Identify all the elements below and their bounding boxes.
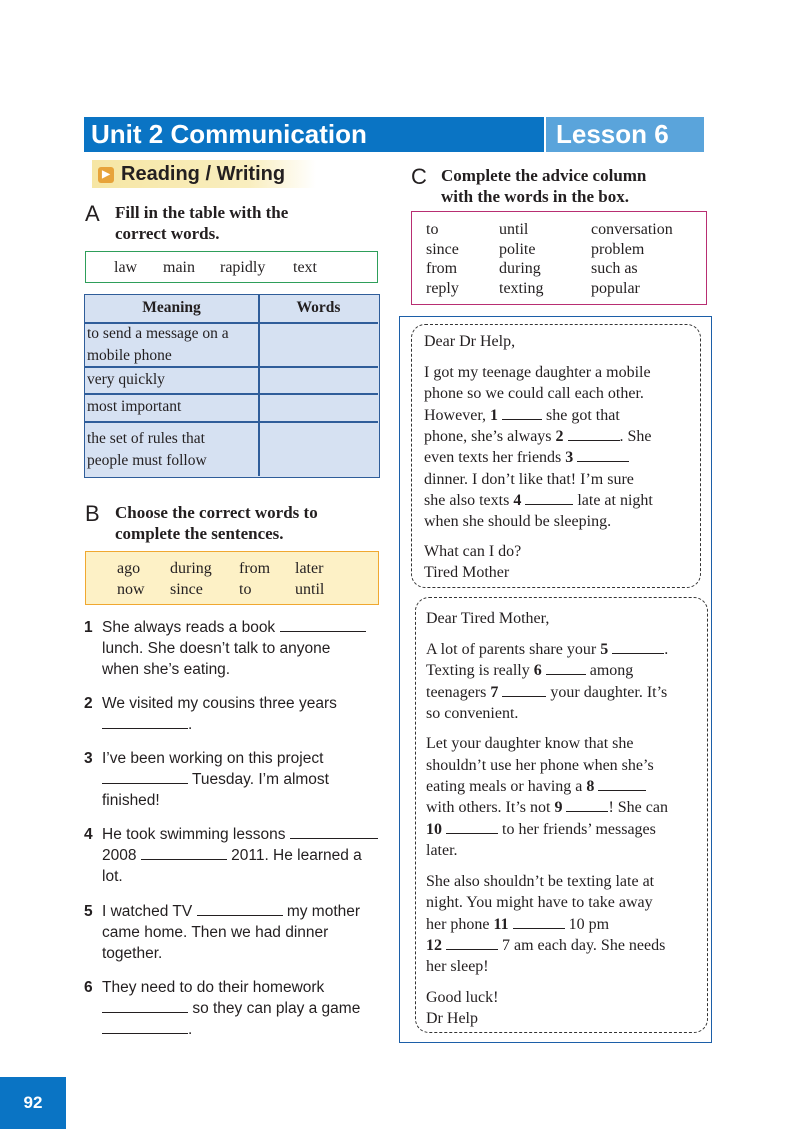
letter-line: I got my teenage daughter a mobile <box>424 364 651 381</box>
question-text: came home. Then we had dinner <box>102 924 329 941</box>
answer-blank[interactable] <box>280 617 366 632</box>
question-text: . <box>188 716 193 733</box>
answer-blank[interactable] <box>513 914 565 929</box>
table-divider <box>85 393 378 395</box>
word-box-item: later <box>295 560 324 577</box>
question-text: I’ve been working on this project <box>102 750 324 767</box>
section-tag-label: Reading / Writing <box>121 163 286 185</box>
play-icon: ▶ <box>98 167 114 183</box>
exercise-b-instruction-2: complete the sentences. <box>115 524 284 543</box>
blank-number: 4 <box>513 492 522 509</box>
question-6 <box>84 977 384 1043</box>
blank-number: 11 <box>493 916 509 933</box>
word-box-item: rapidly <box>220 259 266 276</box>
word-box-item: during <box>499 260 541 277</box>
word-box-item: now <box>117 581 145 598</box>
table-divider <box>85 421 378 423</box>
exercise-b-instruction-1: Choose the correct words to <box>115 503 318 522</box>
word-box-item: polite <box>499 241 536 258</box>
unit-title-bar <box>84 117 544 152</box>
word-box-item: from <box>239 560 271 577</box>
answer-blank[interactable] <box>141 845 227 860</box>
table-cell-meaning: people must follow <box>87 452 207 469</box>
letter-line: teenagers <box>426 684 487 701</box>
word-box-item: until <box>295 581 325 598</box>
exercise-a-instruction-1: Fill in the table with the <box>115 203 289 222</box>
table-cell-meaning: most important <box>87 398 182 415</box>
question-2 <box>84 693 384 737</box>
letter-signature: Tired Mother <box>424 564 510 581</box>
question-text: He took swimming lessons <box>102 826 286 843</box>
letter-line: . She <box>619 428 652 445</box>
question-text: lunch. She doesn’t talk to anyone <box>102 640 331 657</box>
letter-line: Let your daughter know that she <box>426 735 634 752</box>
letter-signature: Dr Help <box>426 1010 478 1027</box>
word-box-item: law <box>114 259 138 276</box>
letter-line: even texts her friends <box>424 449 562 466</box>
letter-closing: Good luck! <box>426 989 499 1006</box>
table-header-words: Words <box>296 299 341 316</box>
answer-blank[interactable] <box>568 426 620 441</box>
exercise-c-instruction-1: Complete the advice column <box>441 166 647 185</box>
word-box-item: to <box>239 581 252 598</box>
answer-blank[interactable] <box>446 819 498 834</box>
question-number: 5 <box>84 903 93 920</box>
question-text: 2008 <box>102 847 137 864</box>
letter-line: A lot of parents share your <box>426 641 597 658</box>
question-text: when she’s eating. <box>102 661 231 678</box>
question-number: 3 <box>84 750 93 767</box>
letter-line: 10 pm <box>568 916 610 933</box>
answer-blank[interactable] <box>102 769 188 784</box>
question-number: 6 <box>84 979 93 996</box>
question-text: They need to do their homework <box>102 979 325 996</box>
lesson-title: Lesson 6 <box>556 119 669 149</box>
letter-line: 7 am each day. She needs <box>502 937 666 954</box>
letter-line: with others. It’s not <box>426 799 551 816</box>
answer-blank[interactable] <box>612 639 664 654</box>
blank-number: 9 <box>554 799 563 816</box>
word-box-item: problem <box>591 241 645 258</box>
answer-blank[interactable] <box>502 682 546 697</box>
word-box-item: from <box>426 260 458 277</box>
word-box-item: popular <box>591 280 640 297</box>
letter-line: your daughter. It’s <box>550 684 668 701</box>
answer-blank[interactable] <box>566 797 608 812</box>
letter-line: She also shouldn’t be texting late at <box>426 873 655 890</box>
letter-from-dr-help <box>415 597 708 1033</box>
blank-number: 3 <box>565 449 574 466</box>
table-cell-word-blank[interactable] <box>263 396 375 418</box>
blank-number: 7 <box>490 684 499 701</box>
question-text: We visited my cousins three years <box>102 695 337 712</box>
blank-number: 1 <box>490 407 498 424</box>
letter-line: among <box>589 662 634 679</box>
question-number: 1 <box>84 619 93 636</box>
question-text: finished! <box>102 792 160 809</box>
exercise-b-letter: B <box>85 501 100 526</box>
letter-line: phone so we could call each other. <box>424 385 644 402</box>
letter-line: Texting is really <box>426 662 530 679</box>
letter-line: to her friends’ messages <box>502 821 656 838</box>
letter-greeting: Dear Dr Help, <box>424 333 516 350</box>
word-box-item: since <box>426 241 459 258</box>
question-text: together. <box>102 945 163 962</box>
meaning-words-table <box>84 294 380 478</box>
exercise-b-word-box <box>85 551 379 605</box>
answer-blank[interactable] <box>102 1019 188 1034</box>
question-text: 2011. He learned a <box>231 847 362 864</box>
word-box-item: main <box>163 259 195 276</box>
letter-line: late at night <box>577 492 653 509</box>
letter-line: What can I do? <box>424 543 522 560</box>
letter-line: when she should be sleeping. <box>424 513 612 530</box>
question-text: I watched TV <box>102 903 193 920</box>
letter-line: . <box>664 641 669 658</box>
answer-blank[interactable] <box>598 776 646 791</box>
word-box-item: conversation <box>591 221 673 238</box>
letter-line: so convenient. <box>426 705 519 722</box>
question-number: 2 <box>84 695 93 712</box>
answer-blank[interactable] <box>446 935 498 950</box>
letter-line: later. <box>426 842 458 859</box>
letter-line: she also texts <box>424 492 510 509</box>
exercise-c-word-box <box>411 211 707 305</box>
word-box-item: texting <box>499 280 544 297</box>
unit-title: Unit 2 Communication <box>91 119 367 149</box>
question-number: 4 <box>84 826 93 843</box>
letter-line: ! She can <box>608 799 668 816</box>
blank-number: 2 <box>555 428 564 445</box>
word-box-item: until <box>499 221 529 238</box>
answer-blank[interactable] <box>502 405 542 420</box>
table-cell-word-blank[interactable] <box>263 369 375 391</box>
letter-line: she got that <box>546 407 620 424</box>
word-box-item: text <box>293 259 317 276</box>
letter-line: phone, she’s always <box>424 428 552 445</box>
answer-blank[interactable] <box>577 447 629 462</box>
exercise-a-letter: A <box>85 201 100 226</box>
blank-number: 12 <box>426 937 442 954</box>
table-cell-meaning: to send a message on a <box>87 325 229 342</box>
blank-number: 10 <box>426 821 442 838</box>
page-number: 92 <box>23 1093 43 1112</box>
exercise-a-word-box <box>85 251 378 283</box>
answer-blank[interactable] <box>102 714 188 729</box>
question-1 <box>84 617 384 683</box>
exercise-c-instruction-2: with the words in the box. <box>441 187 629 206</box>
question-text: . <box>188 1021 193 1038</box>
letter-from-mother <box>411 324 701 588</box>
answer-blank[interactable] <box>546 660 586 675</box>
lesson-title-bar <box>546 117 704 152</box>
exercise-a-instruction-2: correct words. <box>115 224 220 243</box>
question-text: so they can play a game <box>192 1000 361 1017</box>
question-3 <box>84 748 384 814</box>
blank-number: 5 <box>600 641 609 658</box>
word-box-item: during <box>170 560 212 577</box>
word-box-item: ago <box>117 560 141 577</box>
letter-line: dinner. I don’t like that! I’m sure <box>424 471 634 488</box>
table-cell-meaning: the set of rules that <box>87 430 205 447</box>
question-text: my mother <box>286 903 361 920</box>
answer-blank[interactable] <box>290 824 378 839</box>
word-box-item: since <box>170 581 203 598</box>
letter-line: shouldn’t use her phone when she’s <box>426 757 654 774</box>
letter-line: However, <box>424 407 486 424</box>
answer-blank[interactable] <box>102 998 188 1013</box>
table-header-meaning: Meaning <box>142 299 201 316</box>
question-text: She always reads a book <box>102 619 276 636</box>
question-text: lot. <box>102 868 123 885</box>
answer-blank[interactable] <box>197 901 283 916</box>
question-text: Tuesday. I’m almost <box>192 771 329 788</box>
blank-number: 6 <box>533 662 542 679</box>
letter-greeting: Dear Tired Mother, <box>426 610 550 627</box>
answer-blank[interactable] <box>525 490 573 505</box>
table-cell-meaning: mobile phone <box>87 347 172 364</box>
letter-line: night. You might have to take away <box>426 894 653 911</box>
blank-number: 8 <box>586 778 595 795</box>
question-5 <box>84 901 384 967</box>
word-box-item: such as <box>591 260 638 277</box>
question-4 <box>84 824 389 890</box>
table-cell-word-blank[interactable] <box>263 323 375 365</box>
letter-line: eating meals or having a <box>426 778 583 795</box>
letter-line: her sleep! <box>426 958 489 975</box>
word-box-item: to <box>426 221 439 238</box>
table-cell-meaning: very quickly <box>87 371 165 388</box>
table-cell-word-blank[interactable] <box>263 428 375 472</box>
exercise-c-letter: C <box>411 164 427 189</box>
word-box-item: reply <box>426 280 459 297</box>
letter-line: her phone <box>426 916 490 933</box>
